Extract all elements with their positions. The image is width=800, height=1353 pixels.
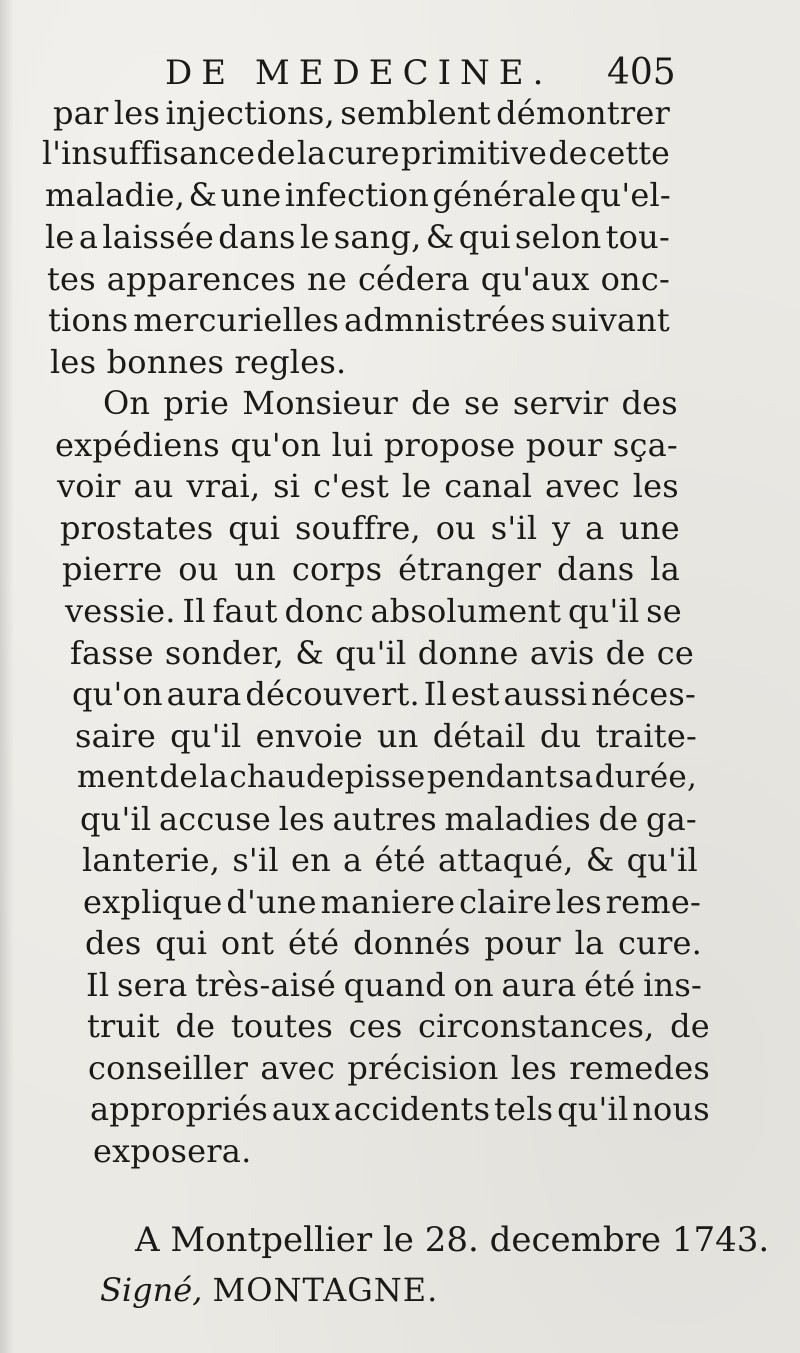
text-line: lanterie, s'il en a été attaqué, & qu'il [82, 841, 698, 879]
text-line: ment de la chaudepisse pendant sa durée, [77, 759, 697, 795]
text-line: exposera. [93, 1132, 252, 1170]
text-line: par les injections, semblent démontrer [53, 94, 670, 132]
text-line: qu'il accuse les autres maladies de ga- [80, 800, 697, 838]
text-line: On prie Monsieur de se servir des [103, 384, 678, 422]
running-head: DE MEDECINE. [165, 53, 553, 93]
text-line: truit de toutes ces circonstances, de [87, 1007, 710, 1045]
text-line: voir au vrai, si c'est le canal avec les [57, 467, 679, 505]
signatory-name: MONTAGNE. [212, 1271, 439, 1309]
text-line: appropriés aux accidents tels qu'il nous [90, 1090, 710, 1128]
text-line: tes apparences ne cédera qu'aux onc- [47, 260, 670, 298]
text-line: saire qu'il envoie un détail du traite- [75, 717, 697, 755]
text-line: qu'on aura découvert. Il est aussi néces- [72, 675, 696, 713]
text-line: explique d'une maniere claire les reme- [83, 883, 701, 921]
text-line: le a laissée dans le sang, & qui selon tou- [45, 218, 670, 256]
signed-label: Signé, [100, 1271, 203, 1309]
place-and-date: A Montpellier le 28. decembre 1743. [135, 1220, 770, 1260]
text-line: pierre ou un corps étranger dans la [62, 550, 680, 588]
text-line: des qui ont été donnés pour la cure. [85, 924, 702, 962]
text-line: fasse sonder, & qu'il donne avis de ce [70, 634, 694, 672]
text-line: tions mercurielles admnistrées suivant [48, 301, 670, 339]
text-line: Il sera très-aisé quand on aura été ins- [86, 966, 702, 1004]
text-line: maladie, & une infection générale qu'el- [45, 176, 671, 214]
page-edge-shadow [0, 0, 14, 1353]
text-line: les bonnes regles. [50, 343, 347, 381]
text-line: prostates qui souffre, ou s'il y a une [60, 509, 680, 547]
text-line: l'insuffisance de la cure primitive de cette [42, 136, 670, 172]
text-line: vessie. Il faut donc absolument qu'il se [65, 592, 682, 630]
text-line: expédiens qu'on lui propose pour sça- [55, 426, 678, 464]
page-header [0, 48, 800, 98]
page-number: 405 [607, 52, 676, 93]
text-line: conseiller avec précision les remedes [88, 1049, 710, 1087]
signature-line [100, 1268, 438, 1312]
